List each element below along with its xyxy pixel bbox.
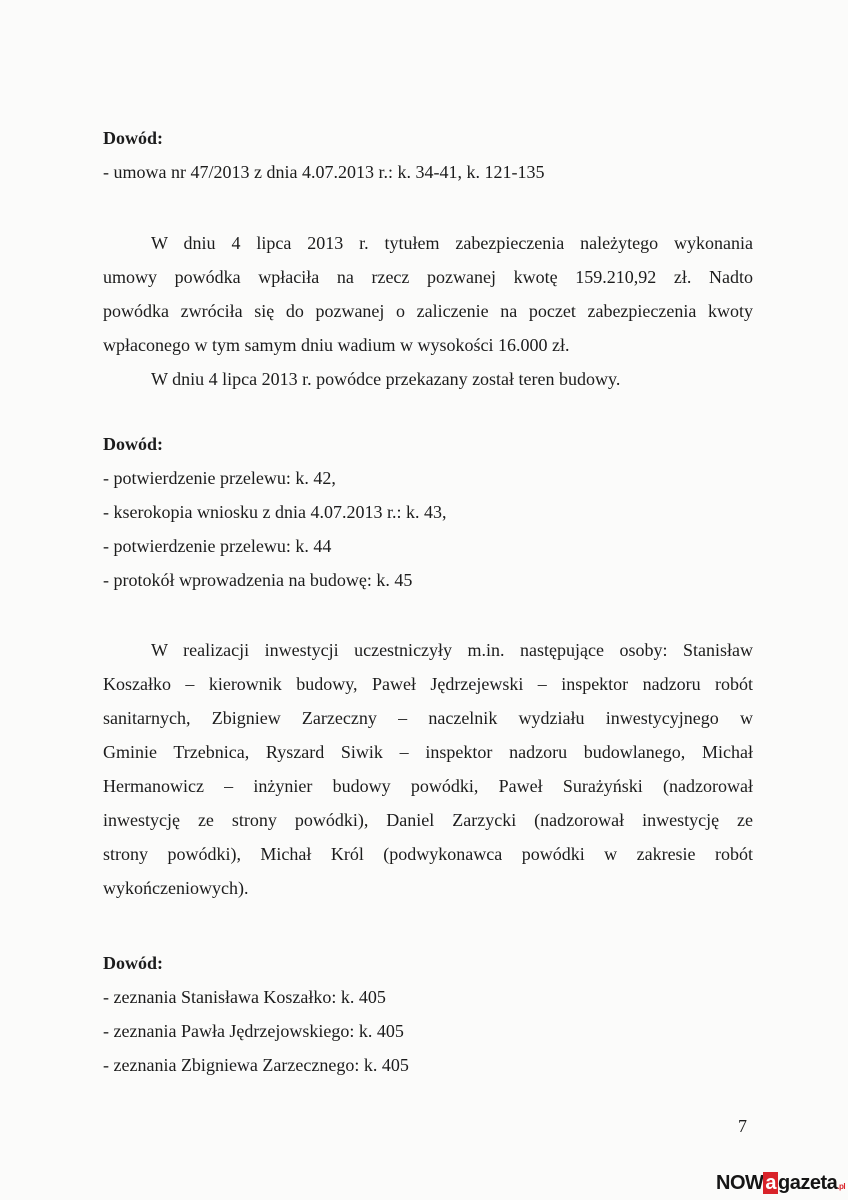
paragraph-deposit — [103, 226, 753, 362]
evidence-heading: Dowód: — [103, 953, 164, 973]
evidence-item: - potwierdzenie przelewu: k. 42, — [103, 468, 336, 488]
watermark-logo — [716, 1170, 845, 1196]
watermark-text: gazeta — [778, 1172, 838, 1194]
text-line: wpłaconego w tym samym dniu wadium w wysokości 16.000 zł. — [103, 335, 570, 355]
evidence-section-1 — [103, 121, 753, 189]
text-line: Gminie Trzebnica, Ryszard Siwik – inspektor nadzoru budowlanego, Michał — [103, 742, 753, 762]
text-line: strony powódki), Michał Król (podwykonawca powódki w zakresie robót — [103, 844, 753, 864]
page-number: 7 — [738, 1116, 747, 1136]
watermark-accent-box: a — [765, 1172, 777, 1194]
evidence-item: - kserokopia wniosku z dnia 4.07.2013 r.: k. 43, — [103, 502, 447, 522]
text-line: wykończeniowych). — [103, 878, 249, 898]
text-line: inwestycję ze strony powódki), Daniel Zarzycki (nadzorował inwestycję ze — [103, 810, 753, 830]
paragraph-participants — [103, 633, 753, 905]
watermark-domain: .pl — [837, 1182, 846, 1191]
evidence-item: - potwierdzenie przelewu: k. 44 — [103, 536, 332, 556]
evidence-section-3 — [103, 946, 753, 1082]
evidence-heading: Dowód: — [103, 434, 164, 454]
evidence-heading: Dowód: — [103, 128, 164, 148]
text-line: W dniu 4 lipca 2013 r. tytułem zabezpieczenia należytego wykonania — [151, 233, 753, 253]
evidence-item: - zeznania Zbigniewa Zarzecznego: k. 405 — [103, 1055, 409, 1075]
text-line: sanitarnych, Zbigniew Zarzeczny – naczelnik wydziału inwestycyjnego w — [103, 708, 753, 728]
evidence-item: - protokół wprowadzenia na budowę: k. 45 — [103, 570, 413, 590]
paragraph-site-handover — [103, 362, 753, 396]
evidence-item: - zeznania Pawła Jędrzejowskiego: k. 405 — [103, 1021, 404, 1041]
text-line: Hermanowicz – inżynier budowy powódki, Paweł Surażyński (nadzorował — [103, 776, 753, 796]
evidence-section-2 — [103, 427, 753, 597]
evidence-item: - umowa nr 47/2013 z dnia 4.07.2013 r.: k. 34-41, k. 121-135 — [103, 162, 545, 182]
text-line: umowy powódka wpłaciła na rzecz pozwanej kwotę 159.210,92 zł. Nadto — [103, 267, 753, 287]
text-line: Koszałko – kierownik budowy, Paweł Jędrzejewski – inspektor nadzoru robót — [103, 674, 753, 694]
watermark-text: NOW — [716, 1172, 764, 1194]
text-line: W realizacji inwestycji uczestniczyły m.in. następujące osoby: Stanisław — [151, 640, 753, 660]
text-line: powódka zwróciła się do pozwanej o zaliczenie na poczet zabezpieczenia kwoty — [103, 301, 753, 321]
text-line: W dniu 4 lipca 2013 r. powódce przekazany został teren budowy. — [151, 369, 621, 389]
evidence-item: - zeznania Stanisława Koszałko: k. 405 — [103, 987, 386, 1007]
